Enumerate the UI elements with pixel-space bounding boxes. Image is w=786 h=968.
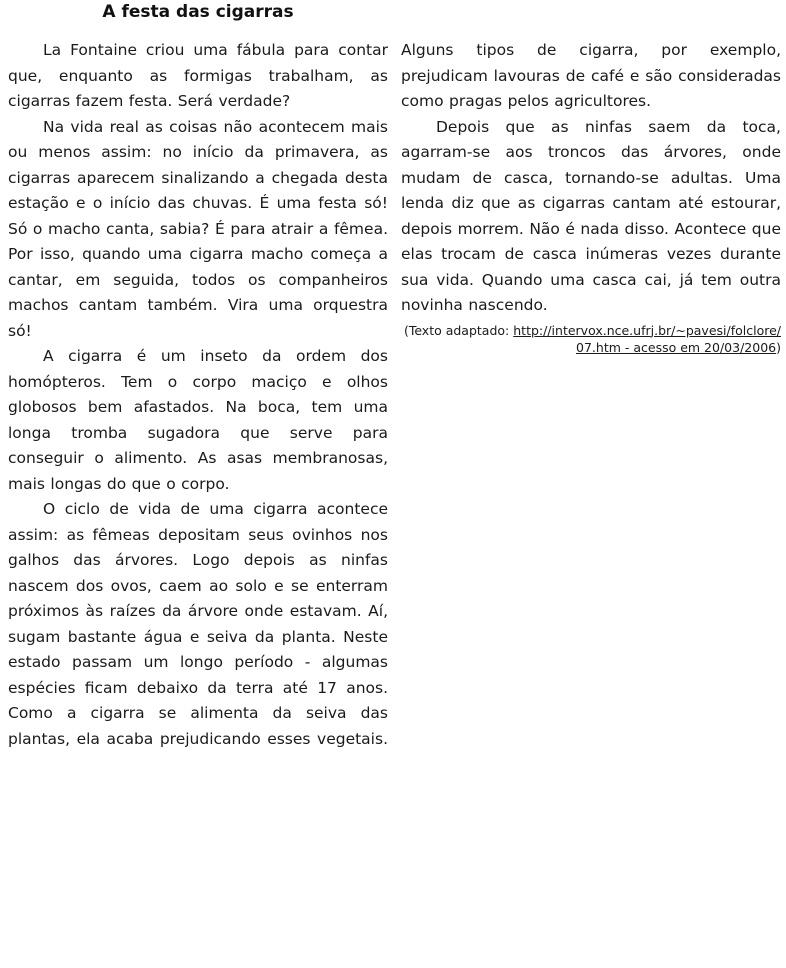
citation-prefix: (Texto adaptado:: [403, 322, 510, 338]
paragraph-life-cycle: O ciclo de vida de uma cigarra acontece assim: as fêmeas depositam seus ovinhos nos galhos das árvores. Logo depois as ninfas nascem dos ovos, caem ao solo e se enterram próximos às raízes da árvore onde estavam. Aí, sugam bastante água e seiva da planta. Neste estado passam um longo período - algumas espécies ficam debaixo da terra até 17 anos. Como a cigarra se alimenta da seiva das plantas, ela acaba prejudicando esses vegetais.: [8, 500, 388, 748]
citation-link[interactable]: http://intervox.nce.ufrj.br/~pavesi/folclore/07.htm - acesso em 20/03/2006: [513, 322, 781, 355]
citation-suffix: ): [776, 339, 781, 355]
paragraph-nymphs-molting: Depois que as ninfas saem da toca, agarram-se aos troncos das árvores, onde mudam de casca, tornando-se adultas. Uma lenda diz que as cigarras cantam até estourar, depois morrem. Não é nada disso. Acontece que elas trocam de casca inúmeras vezes durante sua vida. Quando uma casca cai, já tem outra novinha nascendo.: [401, 117, 781, 314]
paragraph-insect-description: A cigarra é um inseto da ordem dos homópteros. Tem o corpo maciço e olhos globosos bem afastados. Na boca, tem uma longa tromba sugadora que serve para conseguir o alimento. As asas membranosas, mais longas do que o corpo.: [8, 347, 388, 493]
paragraph-fable-intro: La Fontaine criou uma fábula para contar que, enquanto as formigas trabalham, as cigarras fazem festa. Será verdade?: [8, 41, 388, 110]
source-citation: [401, 322, 781, 356]
page-title: A festa das cigarras: [102, 2, 294, 22]
paragraph-real-life: Na vida real as coisas não acontecem mais ou menos assim: no início da primavera, as cigarras aparecem sinalizando a chegada desta estação e o início das chuvas. É uma festa só! Só o macho canta, sabia? É para atrair a fêmea. Por isso, quando uma cigarra macho começa a cantar, em seguida, todos os companheiros machos cantam também. Vira uma orquestra só!: [8, 117, 388, 340]
two-column-layout: [8, 38, 780, 752]
right-column: [401, 38, 781, 356]
paragraph-crop-damage: Alguns tipos de cigarra, por exemplo, prejudicam lavouras de café e são consideradas como pragas pelos agricultores.: [401, 41, 781, 110]
left-column: [8, 38, 388, 752]
